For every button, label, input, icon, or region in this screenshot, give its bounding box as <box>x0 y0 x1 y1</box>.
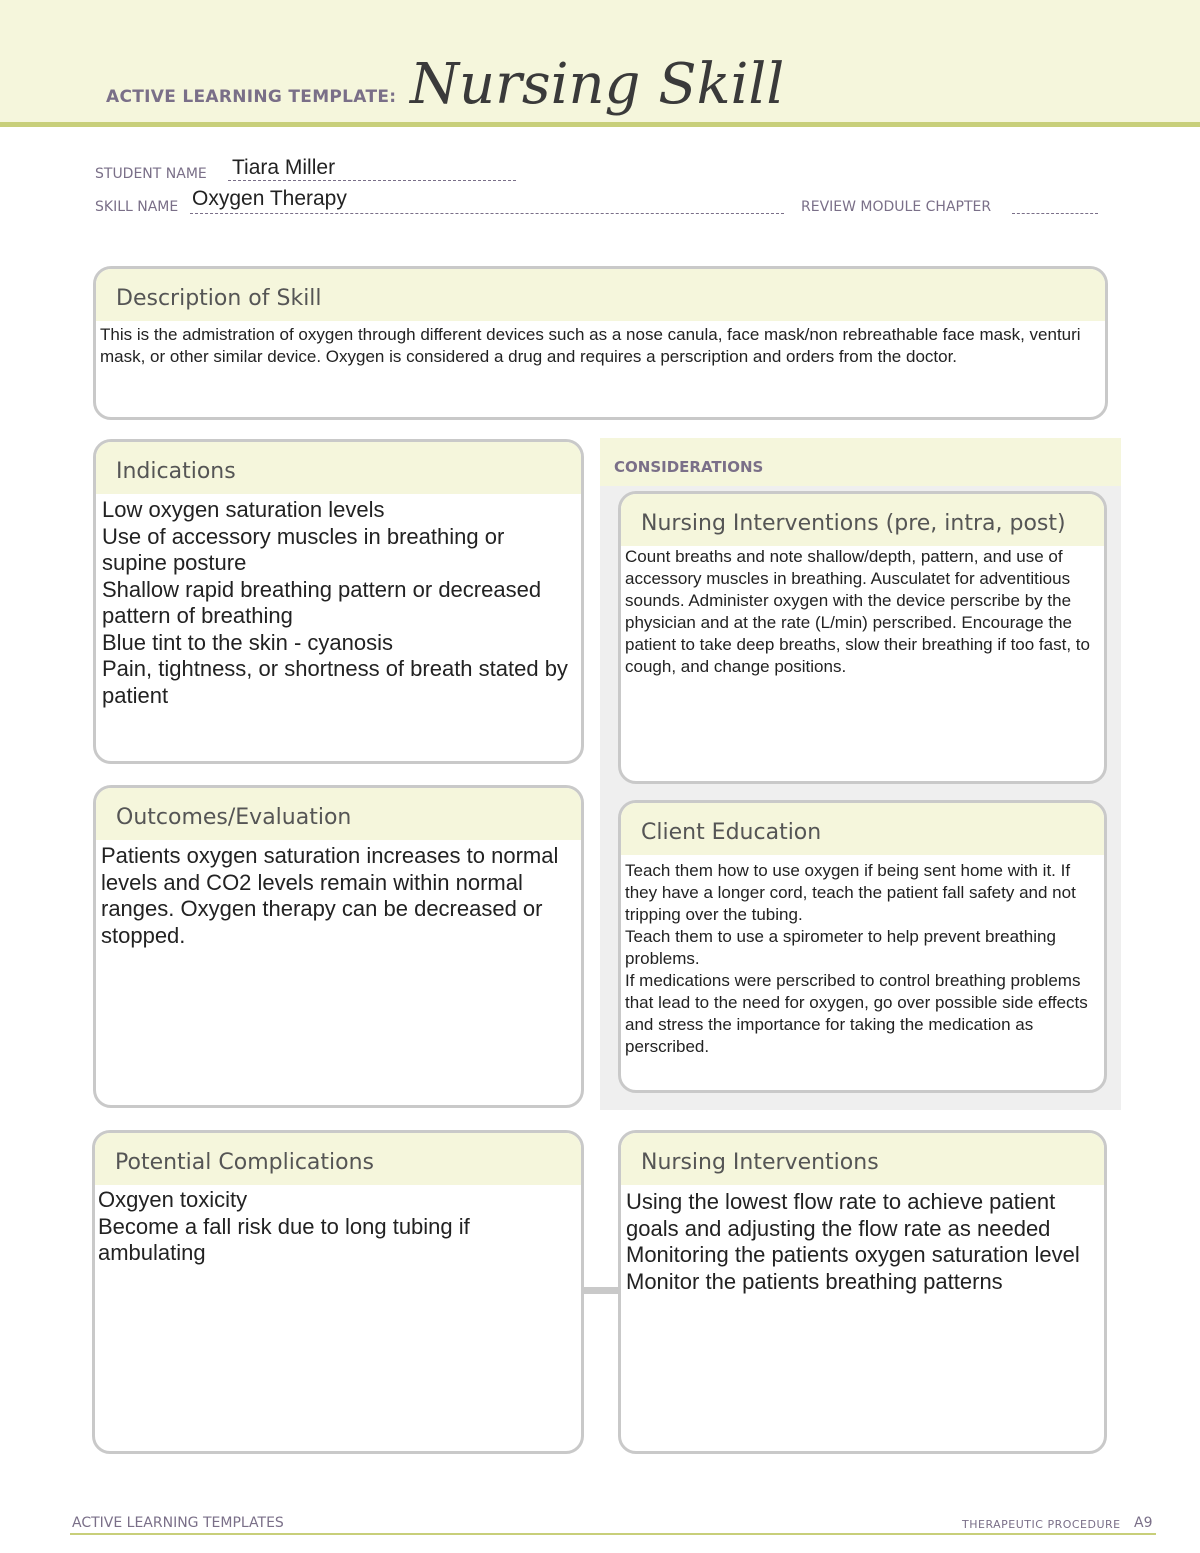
footer-divider <box>70 1533 1156 1535</box>
template-label: ACTIVE LEARNING TEMPLATE: <box>106 87 397 107</box>
description-text[interactable]: This is the admistration of oxygen through different devices such as a nose canula, face mask/non rebreathable face mask, venturi mask, or other similar device. Oxygen is considered a drug and requires a perscription and orders from the doctor. <box>100 325 1081 366</box>
skill-name-field[interactable]: Oxygen Therapy <box>192 187 347 210</box>
footer-right-label: THERAPEUTIC PROCEDURE <box>962 1518 1121 1531</box>
page-number: A9 <box>1134 1515 1153 1531</box>
description-heading: Description of Skill <box>96 269 1105 321</box>
student-name-field[interactable]: Tiara Miller <box>232 156 336 179</box>
skill-name-label: SKILL NAME <box>95 199 179 215</box>
indications-text[interactable]: Low oxygen saturation levels Use of accessory muscles in breathing or supine posture Shallow rapid breathing pattern or decreased pattern of breathing Blue tint to the skin - cyanosis Pain, tightness, or shortness of breath stated by patient <box>102 497 568 708</box>
page-title: Nursing Skill <box>410 52 785 117</box>
nursing-interventions-text[interactable]: Using the lowest flow rate to achieve patient goals and adjusting the flow rate as needed Monitoring the patients oxygen saturation level Monitor the patients breathing patterns <box>626 1189 1080 1294</box>
nursing-interventions-box <box>618 1130 1107 1454</box>
outcomes-box <box>93 785 584 1108</box>
description-box <box>93 266 1108 420</box>
header-divider <box>0 122 1200 127</box>
client-education-heading: Client Education <box>621 803 1104 855</box>
review-module-label: REVIEW MODULE CHAPTER <box>801 199 992 215</box>
nursing-interventions-pip-heading: Nursing Interventions (pre, intra, post) <box>621 494 1104 546</box>
student-name-underline <box>228 180 516 181</box>
considerations-label: CONSIDERATIONS <box>614 458 764 476</box>
complications-text[interactable]: Oxgyen toxicity Become a fall risk due to long tubing if ambulating <box>98 1187 470 1265</box>
review-module-field[interactable] <box>1012 213 1098 214</box>
box-connector <box>582 1287 620 1294</box>
outcomes-text[interactable]: Patients oxygen saturation increases to normal levels and CO2 levels remain within normal ranges. Oxygen therapy can be decreased or stopped. <box>101 843 559 948</box>
complications-box <box>92 1130 584 1454</box>
client-education-text[interactable]: Teach them how to use oxygen if being sent home with it. If they have a longer cord, teach the patient fall safety and not tripping over the tubing. Teach them to use a spirometer to help prevent breathing problems. If medications were perscribed to control breathing problems that lead to the need for oxygen, go over possible side effects and stress the importance for taking the medication as perscribed. <box>625 861 1088 1056</box>
footer-left-label: ACTIVE LEARNING TEMPLATES <box>72 1515 284 1531</box>
nursing-interventions-heading: Nursing Interventions <box>621 1133 1104 1185</box>
client-education-box <box>618 800 1107 1093</box>
outcomes-heading: Outcomes/Evaluation <box>96 788 581 840</box>
student-name-label: STUDENT NAME <box>95 166 207 182</box>
indications-heading: Indications <box>96 442 581 494</box>
complications-heading: Potential Complications <box>95 1133 581 1185</box>
nursing-interventions-pip-box <box>618 491 1107 784</box>
nursing-interventions-pip-text[interactable]: Count breaths and note shallow/depth, pattern, and use of accessory muscles in breathing. Ausculatet for adventitious sounds. Administer oxygen with the device perscribe by the physician and at the rate (L/min) perscribed. Encourage the patient to take deep breaths, slow their breathing if too fast, to cough, and change positions. <box>625 547 1090 676</box>
skill-name-underline <box>190 213 784 214</box>
indications-box <box>93 439 584 764</box>
